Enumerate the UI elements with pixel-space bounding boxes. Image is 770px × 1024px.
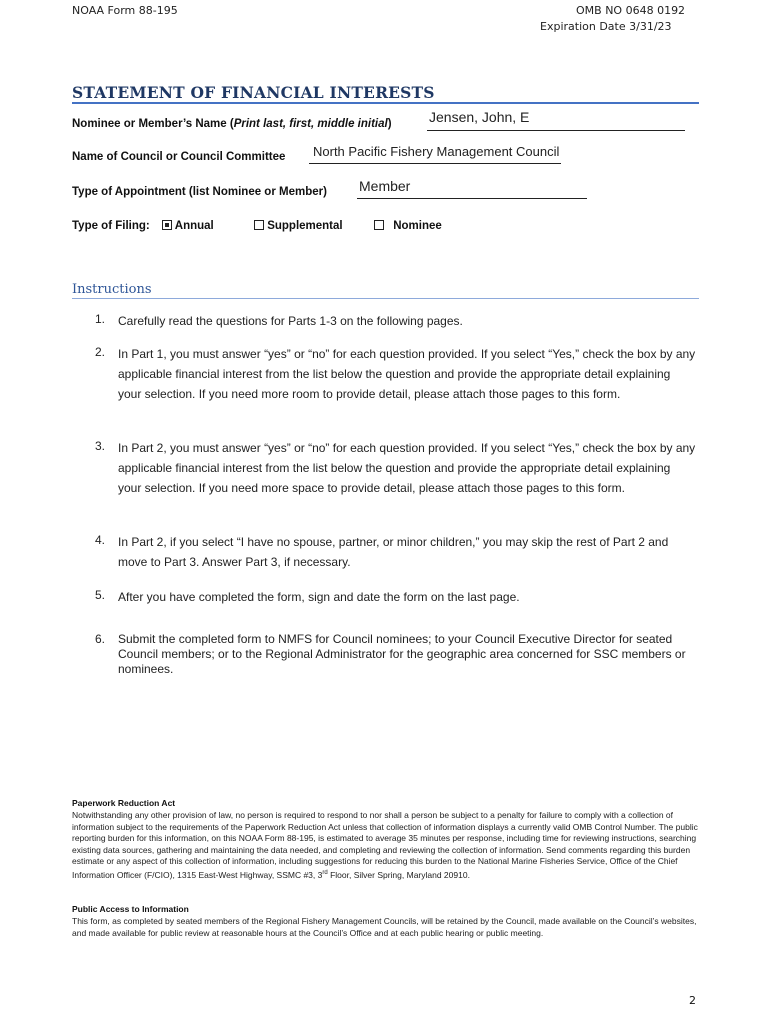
instruction-text: Submit the completed form to NMFS for Council nominees; to your Council Executive Director for seated Council members; or to the Regional Administrator for the geographic area concerned for SSC members or nominees. — [118, 632, 686, 676]
instruction-number: 5. — [95, 588, 106, 602]
instruction-number: 4. — [95, 533, 106, 547]
public-access-body: This form, as completed by seated members of the Regional Fishery Management Councils, will be retained by the Council, made available on the Council’s websites, and made available for public review at reasonable hours at the Council’s Office and at each public hearing or public meeting. — [72, 916, 697, 938]
paperwork-heading: Paperwork Reduction Act — [72, 798, 176, 808]
supplemental-checkbox[interactable] — [254, 220, 264, 230]
nominee-checkbox[interactable] — [374, 220, 384, 230]
paperwork-body — [72, 810, 702, 881]
filing-option-nominee[interactable] — [374, 220, 442, 232]
nominee-label-text: Nominee or Member’s Name ( — [72, 118, 234, 130]
appointment-type-value: Member — [359, 178, 411, 194]
nominee-name-field[interactable] — [427, 109, 685, 131]
appointment-type-field[interactable] — [357, 178, 587, 199]
paperwork-text-end: Floor, Silver Spring, Maryland 20910. — [327, 869, 470, 880]
council-name-label: Name of Council or Council Committee — [72, 151, 286, 163]
instruction-number: 2. — [95, 345, 106, 359]
page-number: 2 — [689, 994, 696, 1007]
nominee-label-italic: Print last, first, middle initial — [233, 118, 388, 130]
council-name-value: North Pacific Fishery Management Council — [313, 144, 560, 159]
paperwork-sup: rd — [322, 869, 328, 876]
appointment-type-label: Type of Appointment (list Nominee or Member) — [72, 186, 327, 198]
instruction-number: 6. — [95, 632, 106, 646]
filing-type-label: Type of Filing: — [72, 220, 150, 232]
annual-checkbox[interactable] — [162, 220, 172, 230]
instruction-text: In Part 1, you must answer “yes” or “no” for each question provided. If you select “Yes,” check the box by any applicable financial interest from the list below the question and provide the appropriate detail explaining your selection. If you need more room to provide detail, please attach those pages to this form. — [118, 347, 696, 401]
filing-option-annual[interactable] — [162, 220, 214, 232]
nominee-label-end: ) — [387, 118, 392, 130]
instruction-text: In Part 2, if you select “I have no spouse, partner, or minor children,” you may skip the rest of Part 2 and move to Part 3. Answer Part 3, if necessary. — [118, 535, 669, 569]
council-name-field[interactable] — [309, 146, 561, 164]
page-title: STATEMENT OF FINANCIAL INTERESTS — [72, 83, 435, 102]
supplemental-label: Supplemental — [267, 220, 343, 232]
instructions-heading: Instructions — [72, 282, 152, 297]
instruction-number: 1. — [95, 312, 106, 326]
instruction-number: 3. — [95, 439, 106, 453]
title-divider — [72, 102, 699, 104]
nominee-name-label — [72, 118, 392, 130]
paperwork-text: Notwithstanding any other provision of law, no person is required to respond to nor shall a person be subject to a penalty for failure to comply with a collection of information subject to the requirements of the Paperwork Reduction Act unless that collection of information displays a currently valid OMB Control Number. The public reporting burden for this information, on this NOAA Form 88-195, is estimated to average 35 minutes per response, including time for reviewing instructions, searching existing data sources, gathering and maintaining the data needed, and completing and reviewing the collection of information. Send comments regarding this burden estimate or any aspect of this collection of information, including suggestions for reducing this burden to the National Marine Fisheries Service, Office of the Chief Information Officer (F/CIO), 1315 East-West Highway, SSMC #3, 3 — [72, 810, 698, 880]
nominee-label: Nominee — [393, 220, 442, 232]
instruction-text: Carefully read the questions for Parts 1-3 on the following pages. — [118, 314, 463, 328]
omb-number: OMB NO 0648 0192 — [576, 4, 686, 17]
nominee-name-value: Jensen, John, E — [429, 109, 530, 125]
annual-label: Annual — [174, 220, 214, 232]
form-number: NOAA Form 88-195 — [72, 4, 178, 17]
public-access-heading: Public Access to Information — [72, 904, 189, 914]
instructions-divider — [72, 298, 699, 299]
instruction-text: In Part 2, you must answer “yes” or “no” for each question provided. If you select “Yes,” check the box by any applicable financial interest from the list below the question and provide the appropriate detail explaining your selection. If you need more space to provide detail, please attach those pages to this form. — [118, 441, 696, 495]
filing-option-supplemental[interactable] — [254, 220, 343, 232]
instruction-text: After you have completed the form, sign and date the form on the last page. — [118, 590, 520, 604]
expiration-date: Expiration Date 3/31/23 — [540, 20, 672, 33]
